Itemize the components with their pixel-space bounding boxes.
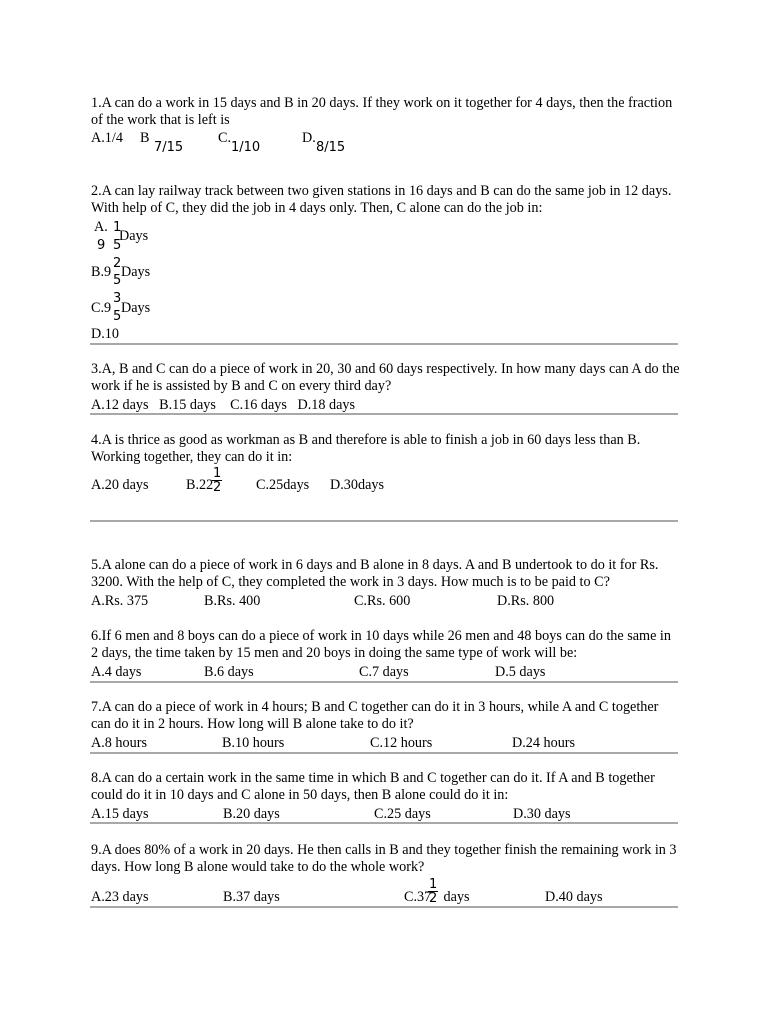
numerator: 1 [429,877,438,892]
option-c-label: C.37 [404,889,432,905]
option-c: C.25 days [374,806,431,822]
option-a: A.Rs. 375 [91,593,149,609]
option-b-numerator: 2 [113,256,122,271]
option-c: C.12 hours [370,735,433,751]
option-c-value: 1/10 [231,140,261,155]
option-d: D.30days [330,477,384,493]
option-d: D.30 days [513,806,571,822]
option-a: A.4 days [91,664,142,680]
option-a: A.15 days [91,806,149,822]
question-text: 6.If 6 men and 8 boys can do a piece of work in 10 days while 26 men and 48 boys can do the same in 2 days, the time taken by 15 men and 20 boys in doing the same type of work will be: [91,628,671,661]
question-text: 9.A does 80% of a work in 20 days. He then calls in B and they together finish the remaining work in 3 days. How long B alone would take to do the whole work? [91,842,677,875]
question-8 [91,770,681,804]
options-row: A.12 days B.15 days C.16 days D.18 days [91,397,356,413]
option-b-value: 7/15 [154,140,184,155]
option-d: D.5 days [495,664,546,680]
numerator: 1 [213,466,222,481]
divider [90,343,678,345]
option-c: C.25days [256,477,310,493]
option-b: B.10 hours [222,735,285,751]
option-c: C.Rs. 600 [354,593,411,609]
option-a: A.8 hours [91,735,147,751]
option-c-unit: Days [121,300,151,316]
denominator: 2 [213,480,222,495]
option-d-label: D. [302,130,316,146]
option-b: B.37 days [223,889,280,905]
divider [90,681,678,683]
option-b-unit: Days [121,264,151,280]
divider [90,413,678,415]
option-a-unit: Days [119,228,149,244]
option-c: C.7 days [359,664,409,680]
option-d: D.40 days [545,889,603,905]
divider [90,752,678,754]
option-b-label: B.22 [186,477,214,493]
question-text: 3.A, B and C can do a piece of work in 20, 30 and 60 days respectively. In how many days can A do the work if he is assisted by B and C on every third day? [91,361,680,394]
question-5 [91,557,681,591]
question-7 [91,699,681,733]
option-c-unit: days [440,889,470,905]
divider [90,520,678,522]
option-b: B.6 days [204,664,254,680]
question-9 [91,842,681,876]
denominator: 2 [429,891,438,906]
option-c-label: C. [218,130,232,146]
option-b-label: B [140,130,150,146]
option-d-value: 8/15 [316,140,346,155]
divider [90,906,678,908]
question-text: 2.A can lay railway track between two given stations in 16 days and B can do the same job in 12 days. With help of C, they did the job in 4 days only. Then, C alone can do the job in: [91,183,672,216]
question-text: 1.A can do a work in 15 days and B in 20 days. If they work on it together for 4 days, then the fraction of the work that is left is [91,95,673,128]
option-b-label: B.9 [91,264,112,280]
option-a-label: A. [94,219,108,235]
option-a-denominator: 5 [113,238,122,253]
question-text: 5.A alone can do a piece of work in 6 days and B alone in 8 days. A and B undertook to do it for Rs. 3200. With the help of C, they completed the work in 3 days. How much is to be paid to C? [91,557,659,590]
option-b-denominator: 5 [113,273,122,288]
question-text: 7.A can do a piece of work in 4 hours; B and C together can do it in 3 hours, while A and C together can do it in 2 hours. How long will B alone take to do it? [91,699,659,732]
option-a-whole: 9 [97,238,106,253]
option-c-numerator: 3 [113,291,122,306]
question-3 [91,361,681,395]
option-b-fraction [212,467,222,494]
question-text: 8.A can do a certain work in the same time in which B and C together can do it. If A and B together could do it in 10 days and C alone in 50 days, then B alone could do it in: [91,770,655,803]
option-a: A.1/4 [91,130,123,146]
option-d: D.10 [91,326,119,342]
question-2 [91,183,681,217]
divider [90,822,678,824]
question-text: 4.A is thrice as good as workman as B and therefore is able to finish a job in 60 days less than B. Working together, they can do it in: [91,432,641,465]
question-6 [91,628,681,662]
option-a-numerator: 1 [113,220,122,235]
option-d: D.24 hours [512,735,576,751]
option-c-label: C.9 [91,300,112,316]
option-a: A.20 days [91,477,149,493]
question-4 [91,432,681,466]
question-1 [91,95,681,129]
option-c-fraction [428,878,438,905]
option-c-denominator: 5 [113,309,122,324]
option-b: B.Rs. 400 [204,593,261,609]
option-a: A.23 days [91,889,149,905]
option-d: D.Rs. 800 [497,593,555,609]
option-b: B.20 days [223,806,280,822]
